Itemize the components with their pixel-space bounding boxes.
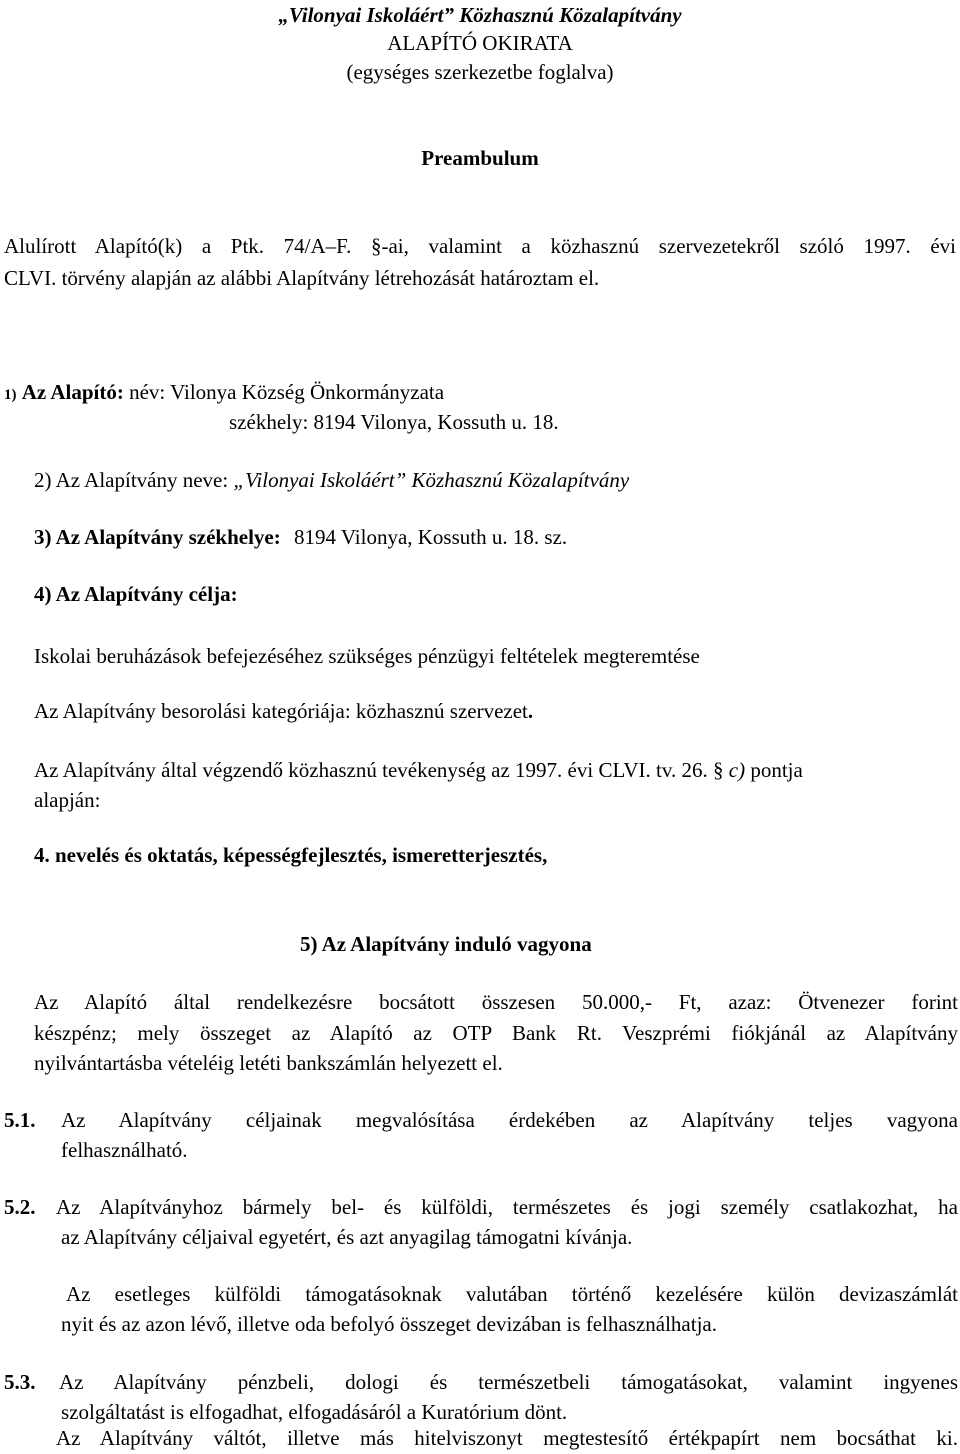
section-5-heading: 5) Az Alapítvány induló vagyona: [300, 932, 592, 956]
section-5-2-line-1: Az Alapítványhoz bármely bel- és külföldi, természetes és jogi személy csatlakozhat, ha: [56, 1195, 958, 1219]
document-subtitle: ALAPÍTÓ OKIRATA: [387, 31, 573, 55]
section-2-value: „Vilonyai Iskoláért” Közhasznú Közalapítvány: [233, 468, 630, 492]
section-4-heading: 4) Az Alapítvány célja:: [34, 582, 238, 606]
section-5-2-number: 5.2.: [4, 1195, 36, 1219]
section-3-seat: [34, 527, 567, 548]
preamble-line-1: Alulírott Alapító(k) a Ptk. 74/A–F. §-ai, valamint a közhasznú szervezetekről szóló 1997. évi: [4, 234, 956, 258]
section-5-3-line-2: szolgáltatást is elfogadhat, elfogadásáról a Kuratórium dönt.: [61, 1400, 568, 1424]
section-3-value: 8194 Vilonya, Kossuth u. 18. sz.: [294, 525, 568, 549]
section-4-activity-suffix: pontja: [745, 758, 803, 782]
section-5-3-line-1: Az Alapítvány pénzbeli, dologi és természetbeli támogatásokat, valamint ingyenes: [59, 1370, 958, 1394]
section-4-goal: Iskolai beruházások befejezéséhez szükséges pénzügyi feltételek megteremtése: [34, 644, 700, 668]
section-4-activity-line-2: alapján:: [34, 788, 101, 812]
section-2-name: [34, 470, 629, 491]
section-1-label: Az Alapító:: [21, 380, 124, 404]
section-5-3-line-3: Az Alapítvány váltót, illetve más hitelviszonyt megtestesítő értékpapírt nem bocsáthat ki.: [56, 1426, 958, 1450]
section-1-name: név: Vilonya Község Önkormányzata: [129, 380, 445, 404]
document-subtitle-note: (egységes szerkezetbe foglalva): [346, 60, 614, 84]
section-5-2-paragraph-2-line-1: Az esetleges külföldi támogatásoknak valutában történő kezelésére külön devizaszámlát: [66, 1282, 958, 1306]
section-5-1-line-2: felhasználható.: [61, 1138, 188, 1162]
preamble-line-2: CLVI. törvény alapján az alábbi Alapítvány létrehozását határoztam el.: [4, 266, 600, 290]
section-4-activity-text: Az Alapítvány által végzendő közhasznú tevékenység az 1997. évi CLVI. tv. 26. §: [34, 758, 729, 782]
document-title: „Vilonyai Iskoláért” Közhasznú Közalapítvány: [278, 3, 682, 27]
section-5-1-line-1: Az Alapítvány céljainak megvalósítása érdekében az Alapítvány teljes vagyona: [61, 1108, 958, 1132]
section-3-label: 3) Az Alapítvány székhelye:: [34, 525, 281, 549]
section-4-category: [34, 701, 533, 722]
section-5-2-paragraph-2-line-2: nyit és az azon lévő, illetve oda befolyó összeget devizában is felhasználhatja.: [61, 1312, 717, 1336]
section-2-label: 2) Az Alapítvány neve:: [34, 468, 234, 492]
section-5-3-number: 5.3.: [4, 1370, 36, 1394]
section-5-paragraph-1-line-1: Az Alapító által rendelkezésre bocsátott összesen 50.000,- Ft, azaz: Ötvenezer forint: [34, 990, 958, 1014]
section-4-activity-line-1: [34, 760, 803, 781]
section-4-category-text: Az Alapítvány besorolási kategóriája: közhasznú szervezet: [34, 699, 528, 723]
section-4-category-dot: .: [527, 699, 534, 723]
section-4-activity-item: 4. nevelés és oktatás, képességfejlesztés, ismeretterjesztés,: [34, 843, 548, 867]
section-5-1-number: 5.1.: [4, 1108, 36, 1132]
section-1-founder: [4, 382, 444, 403]
section-5-paragraph-1-line-2: készpénz; mely összeget az Alapító az OTP Bank Rt. Veszprémi fiókjánál az Alapítvány: [34, 1021, 958, 1045]
section-1-seat: székhely: 8194 Vilonya, Kossuth u. 18.: [229, 410, 559, 434]
preamble-heading: Preambulum: [421, 146, 539, 170]
section-5-paragraph-1-line-3: nyilvántartásba vételéig letéti bankszámlán helyezett el.: [34, 1051, 503, 1075]
section-4-activity-point: c): [728, 758, 746, 782]
section-5-2-line-2: az Alapítvány céljaival egyetért, és azt anyagilag támogatni kívánja.: [61, 1225, 633, 1249]
section-1-number: 1): [4, 387, 17, 403]
